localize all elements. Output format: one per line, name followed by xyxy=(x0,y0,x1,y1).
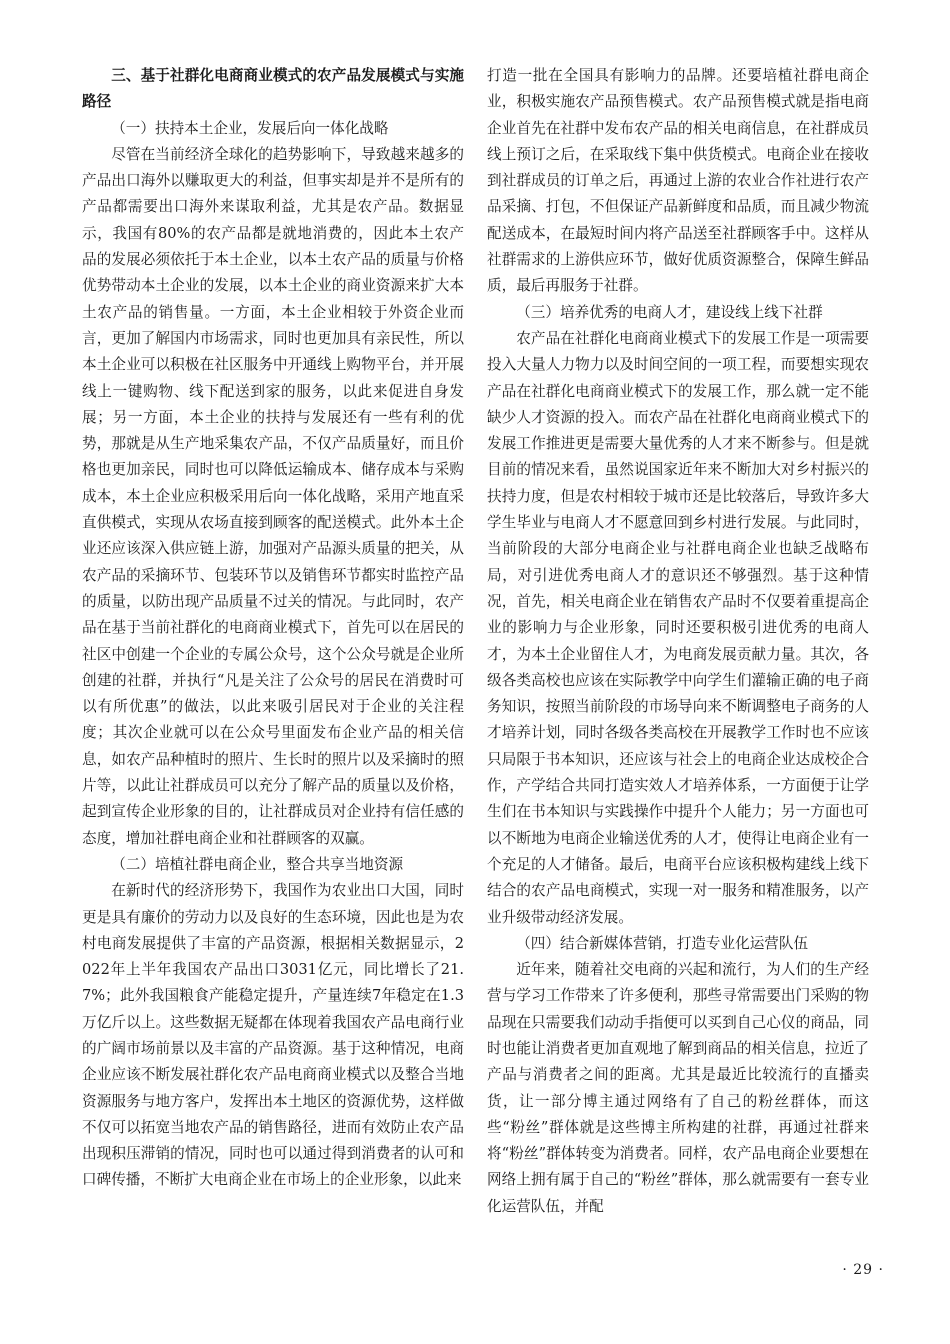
paragraph-3: 农产品在社群化电商商业模式下的发展工作是一项需要投入大量人力物力以及时间空间的一项工程，而要想实现农产品在社群化电商商业模式下的发展工作，那么就一定不能缺少人才资源的投入。而农产品在社群化电商商业模式下的发展工作推进更是需要大量优秀的人才来不断参与。但是就目前的情况来看，虽然说国家近年来不断加大对乡村振兴的扶持力度，但是农村相较于城市还是比较落后，导致许多大学生毕业与电商人才不愿意回到乡村进行发展。与此同时，当前阶段的大部分电商企业与社群电商企业也缺乏战略布局，对引进优秀电商人才的意识还不够强烈。基于这种情况，首先，相关电商企业在销售农产品时不仅要着重提高企业的影响力与企业形象，同时还要积极引进优秀的电商人才，为本土企业留住人才，为电商发展贡献力量。其次，各级各类高校也应该在实际教学中向学生们灌输正确的电子商务知识，按照当前阶段的市场导向来不断调整电子商务的人才培养计划，同时各级各类高校在开展教学工作时也不应该只局限于书本知识，还应该与社会上的电商企业达成校企合作，产学结合共同打造实效人才培养体系，一方面便于让学生们在书本知识与实践操作中提升个人能力；另一方面也可以不断地为电商企业输送优秀的人才，使得让电商企业有一个充足的人才储备。最后，电商平台应该积极构建线上线下结合的农产品电商模式，实现一对一服务和精准服务，以产业升级带动经济发展。 xyxy=(487,329,869,926)
right-column xyxy=(487,63,869,1220)
subsection-heading-2: （二）培植社群电商企业，整合共享当地资源 xyxy=(111,855,404,873)
paragraph-4: 近年来，随着社交电商的兴起和流行，为人们的生产经营与学习工作带来了许多便利，那些寻常需要出门采购的物品现在只需要我们动动手指便可以买到自己心仪的商品，同时也能让消费者更加直观地了解到商品的相关信息，拉近了产品与消费者之间的距离。尤其是最近比较流行的直播卖货，让一部分博主通过网络有了自己的粉丝群体，而这些“粉丝”群体就是这些博主所构建的社群，再通过社群来将“粉丝”群体转变为消费者。同样，农产品电商企业要想在网络上拥有属于自己的“粉丝”群体，那么就需要有一套专业化运营队伍，并配 xyxy=(487,961,869,1215)
section-heading: 三、基于社群化电商商业模式的农产品发展模式与实施路径 xyxy=(82,67,464,111)
paragraph-2: 在新时代的经济形势下，我国作为农业出口大国，同时更是具有廉价的劳动力以及良好的生态环境，因此也是为农村电商发展提供了丰富的产品资源，根据相关数据显示，2022年上半年我国农产品出口3031亿元，同比增长了21.7%；此外我国粮食产能稳定提升，产量连续7年稳定在1.3万亿斤以上。这些数据无疑都在体现着我国农产品电商行业的广阔市场前景以及丰富的产品资源。基于这种情况，电商企业应该不断发展社群化农产品电商商业模式以及整合当地资源服务与地方客户，发挥出本土地区的资源优势，这样做不仅可以拓宽当地农产品的销售路径，进而有效防止农产品出现积压滞销的情况，同时也可以通过得到消费者的认可和口碑传播，不断扩大电商企业在市场上的企业形象，以此来 xyxy=(82,882,464,1189)
subsection-heading-3: （三）培养优秀的电商人才，建设线上线下社群 xyxy=(516,303,823,321)
page-number: · 29 · xyxy=(842,1262,884,1278)
subsection-heading-4: （四）结合新媒体营销，打造专业化运营队伍 xyxy=(516,934,809,952)
left-column xyxy=(82,63,464,1194)
subsection-heading-1: （一）扶持本土企业，发展后向一体化战略 xyxy=(111,119,389,137)
paragraph-2-continued: 打造一批在全国具有影响力的品牌。还要培植社群电商企业，积极实施农产品预售模式。农产品预售模式就是指电商企业首先在社群中发布农产品的相关电商信息，在社群成员线上预订之后，在采取线下集中供货模式。电商企业在接收到社群成员的订单之后，再通过上游的农业合作社进行农产品采摘、打包，不但保证产品新鲜度和品质，而且减少物流配送成本，在最短时间内将产品送至社群顾客手中。这样从社群需求的上游供应环节，做好优质资源整合，保障生鲜品质，最后再服务于社群。 xyxy=(487,67,869,295)
paragraph-1: 尽管在当前经济全球化的趋势影响下，导致越来越多的产品出口海外以赚取更大的利益，但事实却是并不是所有的产品都需要出口海外来谋取利益，尤其是农产品。数据显示，我国有80%的农产品都是就地消费的，因此本土农产品的发展必须依托于本土企业，以本土农产品的质量与价格优势带动本土企业的发展，以本土企业的商业资源来扩大本土农产品的销售量。一方面，本土企业相较于外资企业而言，更加了解国内市场需求，同时也更加具有亲民性，所以本土企业可以积极在社区服务中开通线上购物平台，并开展线上一键购物、线下配送到家的服务，以此来促进自身发展；另一方面，本土企业的扶持与发展还有一些有利的优势，那就是从生产地采集农产品，不仅产品质量好，而且价格也更加亲民，同时也可以降低运输成本、储存成本与采购成本，本土企业应积极采用后向一体化战略，采用产地直采直供模式，实现从农场直接到顾客的配送模式。此外本土企业还应该深入供应链上游，加强对产品源头质量的把关，从农产品的采摘环节、包装环节以及销售环节都实时监控产品的质量，以防出现产品质量不过关的情况。与此同时，农产品在基于当前社群化的电商商业模式下，首先可以在居民的社区中创建一个企业的专属公众号，这个公众号就是企业所创建的社群，并执行“凡是关注了公众号的居民在消费时可以有所优惠”的做法，以此来吸引居民对于企业的关注程度；其次企业就可以在公众号里面发布企业产品的相关信息，如农产品种植时的照片、生长时的照片以及采摘时的照片等，以此让社群成员可以充分了解产品的质量以及价格，起到宣传企业形象的目的，让社群成员对企业持有信任感的态度，增加社群电商企业和社群顾客的双赢。 xyxy=(82,145,464,847)
